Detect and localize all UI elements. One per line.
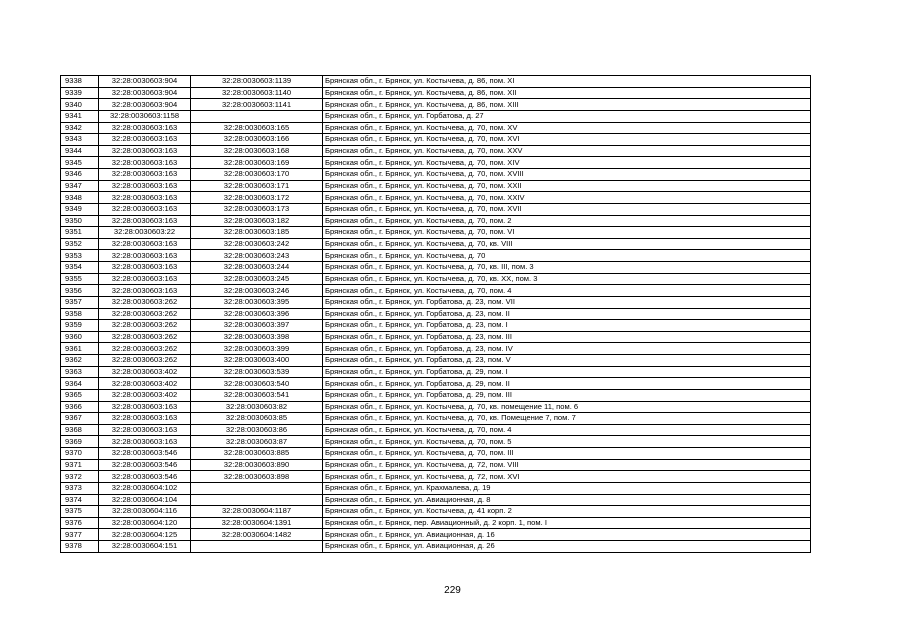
row-number-cell: 9355 [61,273,99,285]
row-number-cell: 9363 [61,366,99,378]
cadastral-number-cell: 32:28:0030603:87 [191,436,323,448]
address-cell: Брянская обл., г. Брянск, ул. Костычева, д. 70, пом. VI [323,227,811,239]
row-number-cell: 9347 [61,180,99,192]
parent-cadastral-cell: 32:28:0030603:163 [99,436,191,448]
address-cell: Брянская обл., г. Брянск, ул. Костычева, д. 70, пом. XVIII [323,169,811,181]
parent-cadastral-cell: 32:28:0030603:163 [99,192,191,204]
address-cell: Брянская обл., г. Брянск, ул. Горбатова, д. 27 [323,110,811,122]
row-number-cell: 9343 [61,134,99,146]
address-cell: Брянская обл., г. Брянск, ул. Костычева, д. 70, пом. 4 [323,424,811,436]
table-row [61,99,811,111]
cadastral-number-cell: 32:28:0030603:1141 [191,99,323,111]
table-row [61,355,811,367]
cadastral-number-cell: 32:28:0030603:86 [191,424,323,436]
parent-cadastral-cell: 32:28:0030603:163 [99,238,191,250]
cadastral-number-cell: 32:28:0030603:395 [191,296,323,308]
parent-cadastral-cell: 32:28:0030603:163 [99,203,191,215]
parent-cadastral-cell: 32:28:0030603:163 [99,157,191,169]
table-row [61,517,811,529]
row-number-cell: 9367 [61,413,99,425]
table-row [61,87,811,99]
cadastral-number-cell: 32:28:0030603:168 [191,145,323,157]
row-number-cell: 9359 [61,320,99,332]
table-row [61,110,811,122]
cadastral-number-cell: 32:28:0030603:898 [191,471,323,483]
cadastral-number-cell: 32:28:0030603:885 [191,448,323,460]
cadastral-number-cell: 32:28:0030603:1140 [191,87,323,99]
parent-cadastral-cell: 32:28:0030603:262 [99,320,191,332]
cadastral-number-cell: 32:28:0030603:540 [191,378,323,390]
row-number-cell: 9351 [61,227,99,239]
address-cell: Брянская обл., г. Брянск, пер. Авиационный, д. 2 корп. 1, пом. I [323,517,811,529]
address-cell: Брянская обл., г. Брянск, ул. Костычева, д. 86, пом. XIII [323,99,811,111]
row-number-cell: 9360 [61,331,99,343]
address-cell: Брянская обл., г. Брянск, ул. Горбатова, д. 23, пом. VII [323,296,811,308]
cadastral-number-cell [191,494,323,506]
table-row [61,122,811,134]
table-row [61,262,811,274]
row-number-cell: 9375 [61,506,99,518]
address-cell: Брянская обл., г. Брянск, ул. Костычева, д. 41 корп. 2 [323,506,811,518]
address-cell: Брянская обл., г. Брянск, ул. Костычева, д. 70, кв. Помещение 7, пом. 7 [323,413,811,425]
table-row [61,192,811,204]
row-number-cell: 9349 [61,203,99,215]
row-number-cell: 9361 [61,343,99,355]
row-number-cell: 9348 [61,192,99,204]
address-cell: Брянская обл., г. Брянск, ул. Костычева, д. 70, пом. XVI [323,134,811,146]
address-cell: Брянская обл., г. Брянск, ул. Авиационная, д. 16 [323,529,811,541]
cadastral-number-cell: 32:28:0030603:400 [191,355,323,367]
table-row [61,238,811,250]
cadastral-table [60,75,811,553]
row-number-cell: 9357 [61,296,99,308]
address-cell: Брянская обл., г. Брянск, ул. Костычева, д. 70, пом. XXII [323,180,811,192]
parent-cadastral-cell: 32:28:0030603:163 [99,180,191,192]
row-number-cell: 9378 [61,541,99,553]
address-cell: Брянская обл., г. Брянск, ул. Горбатова, д. 23, пом. III [323,331,811,343]
row-number-cell: 9362 [61,355,99,367]
address-cell: Брянская обл., г. Брянск, ул. Горбатова, д. 29, пом. II [323,378,811,390]
address-cell: Брянская обл., г. Брянск, ул. Горбатова, д. 23, пом. II [323,308,811,320]
parent-cadastral-cell: 32:28:0030604:104 [99,494,191,506]
row-number-cell: 9353 [61,250,99,262]
parent-cadastral-cell: 32:28:0030603:163 [99,215,191,227]
address-cell: Брянская обл., г. Брянск, ул. Костычева, д. 70, пом. XVII [323,203,811,215]
table-row [61,320,811,332]
address-cell: Брянская обл., г. Брянск, ул. Костычева, д. 72, пом. XVI [323,471,811,483]
parent-cadastral-cell: 32:28:0030603:163 [99,169,191,181]
parent-cadastral-cell: 32:28:0030603:163 [99,424,191,436]
parent-cadastral-cell: 32:28:0030603:262 [99,308,191,320]
table-row [61,285,811,297]
table-row [61,529,811,541]
parent-cadastral-cell: 32:28:0030604:120 [99,517,191,529]
parent-cadastral-cell: 32:28:0030603:546 [99,459,191,471]
parent-cadastral-cell: 32:28:0030603:163 [99,273,191,285]
address-cell: Брянская обл., г. Брянск, ул. Костычева, д. 70, кв. III, пом. 3 [323,262,811,274]
address-cell: Брянская обл., г. Брянск, ул. Костычева, д. 70, пом. 2 [323,215,811,227]
table-row [61,459,811,471]
table-row [61,157,811,169]
parent-cadastral-cell: 32:28:0030603:1158 [99,110,191,122]
table-row [61,296,811,308]
row-number-cell: 9365 [61,389,99,401]
table-row [61,401,811,413]
cadastral-number-cell: 32:28:0030603:245 [191,273,323,285]
cadastral-number-cell: 32:28:0030604:1187 [191,506,323,518]
row-number-cell: 9339 [61,87,99,99]
row-number-cell: 9341 [61,110,99,122]
parent-cadastral-cell: 32:28:0030603:163 [99,122,191,134]
cadastral-number-cell [191,482,323,494]
row-number-cell: 9344 [61,145,99,157]
parent-cadastral-cell: 32:28:0030603:262 [99,296,191,308]
cadastral-number-cell: 32:28:0030604:1482 [191,529,323,541]
cadastral-number-cell: 32:28:0030603:243 [191,250,323,262]
parent-cadastral-cell: 32:28:0030603:163 [99,250,191,262]
table-row [61,331,811,343]
parent-cadastral-cell: 32:28:0030603:163 [99,285,191,297]
cadastral-number-cell [191,110,323,122]
table-row [61,215,811,227]
parent-cadastral-cell: 32:28:0030604:102 [99,482,191,494]
row-number-cell: 9369 [61,436,99,448]
parent-cadastral-cell: 32:28:0030603:904 [99,87,191,99]
address-cell: Брянская обл., г. Брянск, ул. Авиационная, д. 8 [323,494,811,506]
table-row [61,389,811,401]
table-row [61,76,811,88]
cadastral-number-cell: 32:28:0030603:182 [191,215,323,227]
table-row [61,424,811,436]
row-number-cell: 9356 [61,285,99,297]
table-row [61,308,811,320]
table-row [61,541,811,553]
table-body [61,76,811,553]
address-cell: Брянская обл., г. Брянск, ул. Костычева, д. 70, пом. 5 [323,436,811,448]
table-row [61,471,811,483]
address-cell: Брянская обл., г. Брянск, ул. Костычева, д. 70, пом. XXIV [323,192,811,204]
address-cell: Брянская обл., г. Брянск, ул. Костычева, д. 70, кв. XX, пом. 3 [323,273,811,285]
row-number-cell: 9338 [61,76,99,88]
address-cell: Брянская обл., г. Брянск, ул. Горбатова, д. 23, пом. V [323,355,811,367]
cadastral-number-cell: 32:28:0030603:165 [191,122,323,134]
parent-cadastral-cell: 32:28:0030603:262 [99,343,191,355]
address-cell: Брянская обл., г. Брянск, ул. Костычева, д. 70, пом. XV [323,122,811,134]
parent-cadastral-cell: 32:28:0030603:262 [99,355,191,367]
table-row [61,343,811,355]
cadastral-number-cell: 32:28:0030603:539 [191,366,323,378]
cadastral-number-cell: 32:28:0030603:82 [191,401,323,413]
cadastral-number-cell: 32:28:0030603:170 [191,169,323,181]
row-number-cell: 9346 [61,169,99,181]
row-number-cell: 9342 [61,122,99,134]
cadastral-number-cell: 32:28:0030603:173 [191,203,323,215]
cadastral-number-cell: 32:28:0030603:85 [191,413,323,425]
parent-cadastral-cell: 32:28:0030603:22 [99,227,191,239]
parent-cadastral-cell: 32:28:0030603:402 [99,378,191,390]
cadastral-number-cell: 32:28:0030603:399 [191,343,323,355]
address-cell: Брянская обл., г. Брянск, ул. Костычева, д. 72, пом. VIII [323,459,811,471]
address-cell: Брянская обл., г. Брянск, ул. Костычева, д. 70, пом. 4 [323,285,811,297]
parent-cadastral-cell: 32:28:0030603:262 [99,331,191,343]
table-row [61,494,811,506]
address-cell: Брянская обл., г. Брянск, ул. Горбатова, д. 29, пом. III [323,389,811,401]
parent-cadastral-cell: 32:28:0030603:402 [99,389,191,401]
address-cell: Брянская обл., г. Брянск, ул. Авиационная, д. 26 [323,541,811,553]
row-number-cell: 9370 [61,448,99,460]
table-row [61,134,811,146]
table-row [61,203,811,215]
cadastral-number-cell: 32:28:0030603:169 [191,157,323,169]
parent-cadastral-cell: 32:28:0030604:151 [99,541,191,553]
table-row [61,436,811,448]
parent-cadastral-cell: 32:28:0030603:402 [99,366,191,378]
row-number-cell: 9372 [61,471,99,483]
row-number-cell: 9376 [61,517,99,529]
row-number-cell: 9374 [61,494,99,506]
parent-cadastral-cell: 32:28:0030603:904 [99,99,191,111]
address-cell: Брянская обл., г. Брянск, ул. Костычева, д. 70, пом. III [323,448,811,460]
table-row [61,227,811,239]
cadastral-number-cell: 32:28:0030603:541 [191,389,323,401]
parent-cadastral-cell: 32:28:0030603:546 [99,471,191,483]
cadastral-number-cell: 32:28:0030603:890 [191,459,323,471]
parent-cadastral-cell: 32:28:0030603:546 [99,448,191,460]
table-row [61,378,811,390]
parent-cadastral-cell: 32:28:0030603:163 [99,262,191,274]
table-row [61,169,811,181]
address-cell: Брянская обл., г. Брянск, ул. Горбатова, д. 29, пом. I [323,366,811,378]
address-cell: Брянская обл., г. Брянск, ул. Горбатова, д. 23, пом. I [323,320,811,332]
table-row [61,506,811,518]
cadastral-number-cell: 32:28:0030603:244 [191,262,323,274]
table-row [61,145,811,157]
row-number-cell: 9350 [61,215,99,227]
page-number: 229 [444,585,461,596]
cadastral-number-cell: 32:28:0030603:172 [191,192,323,204]
cadastral-number-cell: 32:28:0030603:242 [191,238,323,250]
row-number-cell: 9377 [61,529,99,541]
table-row [61,413,811,425]
cadastral-number-cell: 32:28:0030603:185 [191,227,323,239]
table-row [61,180,811,192]
row-number-cell: 9373 [61,482,99,494]
cadastral-number-cell [191,541,323,553]
address-cell: Брянская обл., г. Брянск, ул. Костычева, д. 70 [323,250,811,262]
row-number-cell: 9366 [61,401,99,413]
cadastral-number-cell: 32:28:0030603:398 [191,331,323,343]
address-cell: Брянская обл., г. Брянск, ул. Костычева, д. 86, пом. XI [323,76,811,88]
cadastral-number-cell: 32:28:0030603:166 [191,134,323,146]
table-row [61,250,811,262]
cadastral-number-cell: 32:28:0030604:1391 [191,517,323,529]
cadastral-number-cell: 32:28:0030603:171 [191,180,323,192]
address-cell: Брянская обл., г. Брянск, ул. Костычева, д. 70, пом. XIV [323,157,811,169]
parent-cadastral-cell: 32:28:0030603:163 [99,134,191,146]
cadastral-number-cell: 32:28:0030603:1139 [191,76,323,88]
parent-cadastral-cell: 32:28:0030603:163 [99,413,191,425]
parent-cadastral-cell: 32:28:0030603:904 [99,76,191,88]
address-cell: Брянская обл., г. Брянск, ул. Костычева, д. 86, пом. XII [323,87,811,99]
table-row [61,448,811,460]
row-number-cell: 9358 [61,308,99,320]
address-cell: Брянская обл., г. Брянск, ул. Костычева, д. 70, кв. помещение 11, пом. 6 [323,401,811,413]
parent-cadastral-cell: 32:28:0030604:125 [99,529,191,541]
row-number-cell: 9340 [61,99,99,111]
address-cell: Брянская обл., г. Брянск, ул. Крахмалева, д. 19 [323,482,811,494]
table-row [61,366,811,378]
parent-cadastral-cell: 32:28:0030604:116 [99,506,191,518]
parent-cadastral-cell: 32:28:0030603:163 [99,401,191,413]
table-row [61,482,811,494]
cadastral-number-cell: 32:28:0030603:397 [191,320,323,332]
address-cell: Брянская обл., г. Брянск, ул. Горбатова, д. 23, пом. IV [323,343,811,355]
parent-cadastral-cell: 32:28:0030603:163 [99,145,191,157]
row-number-cell: 9368 [61,424,99,436]
cadastral-number-cell: 32:28:0030603:246 [191,285,323,297]
row-number-cell: 9354 [61,262,99,274]
row-number-cell: 9352 [61,238,99,250]
row-number-cell: 9371 [61,459,99,471]
cadastral-number-cell: 32:28:0030603:396 [191,308,323,320]
address-cell: Брянская обл., г. Брянск, ул. Костычева, д. 70, кв. VIII [323,238,811,250]
address-cell: Брянская обл., г. Брянск, ул. Костычева, д. 70, пом. XXV [323,145,811,157]
row-number-cell: 9345 [61,157,99,169]
row-number-cell: 9364 [61,378,99,390]
table-row [61,273,811,285]
